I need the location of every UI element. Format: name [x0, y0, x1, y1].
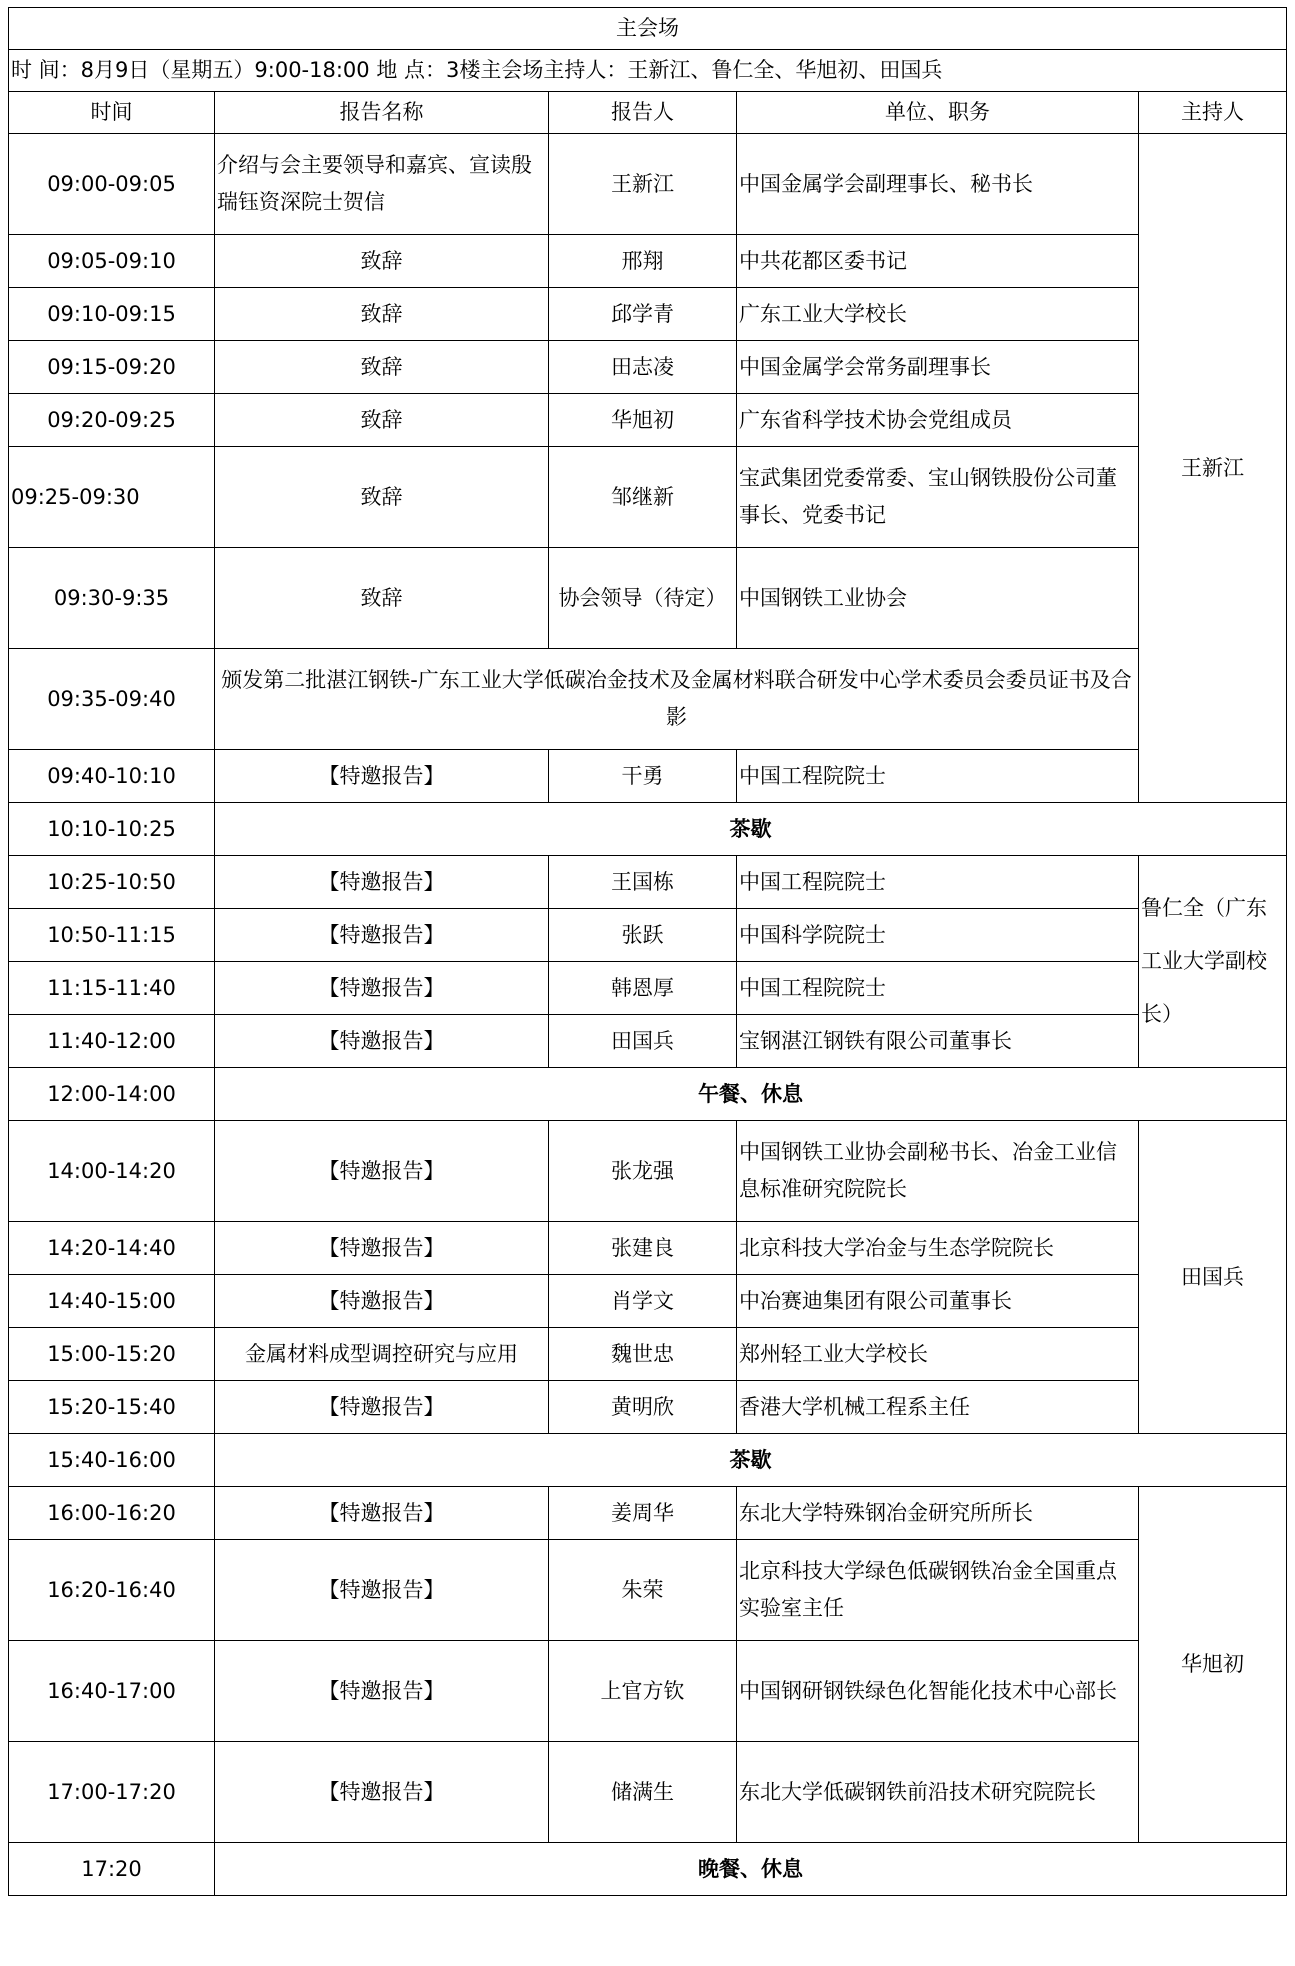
unit-cell: 中国钢研钢铁绿色化智能化技术中心部长 [737, 1641, 1139, 1742]
table-row [9, 1487, 1287, 1540]
topic-cell: 【特邀报告】 [215, 856, 549, 909]
host-cell: 田国兵 [1139, 1121, 1287, 1434]
speaker-cell: 韩恩厚 [549, 962, 737, 1015]
unit-cell: 东北大学特殊钢冶金研究所所长 [737, 1487, 1139, 1540]
time-cell: 16:40-17:00 [9, 1641, 215, 1742]
table-row [9, 1540, 1287, 1641]
time-cell: 10:25-10:50 [9, 856, 215, 909]
host-cell: 华旭初 [1139, 1487, 1287, 1843]
time-cell: 14:40-15:00 [9, 1275, 215, 1328]
unit-cell: 郑州轻工业大学校长 [737, 1328, 1139, 1381]
speaker-cell: 干勇 [549, 750, 737, 803]
table-row [9, 1275, 1287, 1328]
time-cell: 15:20-15:40 [9, 1381, 215, 1434]
time-cell: 12:00-14:00 [9, 1068, 215, 1121]
unit-cell: 香港大学机械工程系主任 [737, 1381, 1139, 1434]
topic-cell: 【特邀报告】 [215, 1487, 549, 1540]
speaker-cell: 肖学文 [549, 1275, 737, 1328]
table-row [9, 1381, 1287, 1434]
unit-cell: 中国金属学会常务副理事长 [737, 341, 1139, 394]
speaker-cell: 朱荣 [549, 1540, 737, 1641]
topic-cell: 【特邀报告】 [215, 1742, 549, 1843]
topic-cell: 致辞 [215, 235, 549, 288]
unit-cell: 广东省科学技术协会党组成员 [737, 394, 1139, 447]
time-cell: 17:20 [9, 1843, 215, 1896]
time-cell: 09:35-09:40 [9, 649, 215, 750]
speaker-cell: 华旭初 [549, 394, 737, 447]
unit-cell: 中共花都区委书记 [737, 235, 1139, 288]
speaker-cell: 王国栋 [549, 856, 737, 909]
speaker-cell: 储满生 [549, 1742, 737, 1843]
speaker-cell: 上官方钦 [549, 1641, 737, 1742]
header-topic: 报告名称 [215, 92, 549, 134]
speaker-cell: 魏世忠 [549, 1328, 737, 1381]
table-row [9, 1328, 1287, 1381]
unit-cell: 中冶赛迪集团有限公司董事长 [737, 1275, 1139, 1328]
topic-cell: 致辞 [215, 447, 549, 548]
unit-cell: 中国钢铁工业协会 [737, 548, 1139, 649]
topic-cell: 致辞 [215, 341, 549, 394]
topic-cell: 【特邀报告】 [215, 1641, 549, 1742]
table-row [9, 1015, 1287, 1068]
speaker-cell: 邱学青 [549, 288, 737, 341]
time-cell: 09:30-9:35 [9, 548, 215, 649]
unit-cell: 中国钢铁工业协会副秘书长、冶金工业信息标准研究院院长 [737, 1121, 1139, 1222]
table-row [9, 394, 1287, 447]
table-row [9, 235, 1287, 288]
speaker-cell: 王新江 [549, 134, 737, 235]
speaker-cell: 邢翔 [549, 235, 737, 288]
time-cell: 15:40-16:00 [9, 1434, 215, 1487]
speaker-cell: 张龙强 [549, 1121, 737, 1222]
time-cell: 09:15-09:20 [9, 341, 215, 394]
ceremony-cell: 颁发第二批湛江钢铁-广东工业大学低碳冶金技术及金属材料联合研发中心学术委员会委员证书及合影 [215, 649, 1139, 750]
session-title: 主会场 [9, 8, 1287, 50]
host-cell: 王新江 [1139, 134, 1287, 803]
topic-cell: 致辞 [215, 548, 549, 649]
table-row [9, 288, 1287, 341]
topic-cell: 【特邀报告】 [215, 909, 549, 962]
unit-cell: 宝武集团党委常委、宝山钢铁股份公司董事长、党委书记 [737, 447, 1139, 548]
topic-cell: 介绍与会主要领导和嘉宾、宣读殷瑞钰资深院士贺信 [215, 134, 549, 235]
table-row [9, 548, 1287, 649]
time-cell: 16:00-16:20 [9, 1487, 215, 1540]
unit-cell: 北京科技大学绿色低碳钢铁冶金全国重点实验室主任 [737, 1540, 1139, 1641]
speaker-cell: 姜周华 [549, 1487, 737, 1540]
table-row [9, 649, 1287, 750]
speaker-cell: 邹继新 [549, 447, 737, 548]
unit-cell: 东北大学低碳钢铁前沿技术研究院院长 [737, 1742, 1139, 1843]
table-row [9, 856, 1287, 909]
time-cell: 09:20-09:25 [9, 394, 215, 447]
header-unit: 单位、职务 [737, 92, 1139, 134]
time-cell: 14:00-14:20 [9, 1121, 215, 1222]
unit-cell: 中国工程院院士 [737, 750, 1139, 803]
table-row [9, 447, 1287, 548]
table-row [9, 1222, 1287, 1275]
table-row [9, 1742, 1287, 1843]
table-row [9, 1121, 1287, 1222]
unit-cell: 宝钢湛江钢铁有限公司董事长 [737, 1015, 1139, 1068]
header-speaker: 报告人 [549, 92, 737, 134]
table-row [9, 803, 1287, 856]
schedule-table [8, 7, 1287, 1896]
time-cell: 14:20-14:40 [9, 1222, 215, 1275]
break-cell: 晚餐、休息 [215, 1843, 1287, 1896]
break-cell: 午餐、休息 [215, 1068, 1287, 1121]
topic-cell: 【特邀报告】 [215, 1222, 549, 1275]
unit-cell: 中国工程院院士 [737, 962, 1139, 1015]
unit-cell: 广东工业大学校长 [737, 288, 1139, 341]
table-row [9, 341, 1287, 394]
table-row [9, 1843, 1287, 1896]
time-cell: 11:40-12:00 [9, 1015, 215, 1068]
table-row [9, 1068, 1287, 1121]
time-cell: 16:20-16:40 [9, 1540, 215, 1641]
host-cell: 鲁仁全（广东工业大学副校长） [1139, 856, 1287, 1068]
time-cell: 15:00-15:20 [9, 1328, 215, 1381]
topic-cell: 【特邀报告】 [215, 1015, 549, 1068]
table-row [9, 1641, 1287, 1742]
topic-cell: 【特邀报告】 [215, 1275, 549, 1328]
break-cell: 茶歇 [215, 803, 1287, 856]
session-info: 时 间：8月9日（星期五）9:00-18:00 地 点：3楼主会场主持人：王新江、鲁仁全、华旭初、田国兵 [9, 50, 1287, 92]
speaker-cell: 田志凌 [549, 341, 737, 394]
time-cell: 11:15-11:40 [9, 962, 215, 1015]
topic-cell: 金属材料成型调控研究与应用 [215, 1328, 549, 1381]
speaker-cell: 黄明欣 [549, 1381, 737, 1434]
topic-cell: 致辞 [215, 394, 549, 447]
topic-cell: 致辞 [215, 288, 549, 341]
topic-cell: 【特邀报告】 [215, 750, 549, 803]
speaker-cell: 协会领导（待定） [549, 548, 737, 649]
topic-cell: 【特邀报告】 [215, 962, 549, 1015]
table-row [9, 134, 1287, 235]
time-cell: 09:40-10:10 [9, 750, 215, 803]
topic-cell: 【特邀报告】 [215, 1540, 549, 1641]
time-cell: 17:00-17:20 [9, 1742, 215, 1843]
speaker-cell: 田国兵 [549, 1015, 737, 1068]
topic-cell: 【特邀报告】 [215, 1121, 549, 1222]
time-cell: 10:50-11:15 [9, 909, 215, 962]
unit-cell: 北京科技大学冶金与生态学院院长 [737, 1222, 1139, 1275]
table-row [9, 1434, 1287, 1487]
table-row [9, 962, 1287, 1015]
time-cell: 09:25-09:30 [9, 447, 215, 548]
header-time: 时间 [9, 92, 215, 134]
time-cell: 10:10-10:25 [9, 803, 215, 856]
speaker-cell: 张跃 [549, 909, 737, 962]
unit-cell: 中国工程院院士 [737, 856, 1139, 909]
speaker-cell: 张建良 [549, 1222, 737, 1275]
header-row [9, 92, 1287, 134]
unit-cell: 中国金属学会副理事长、秘书长 [737, 134, 1139, 235]
table-row [9, 750, 1287, 803]
header-host: 主持人 [1139, 92, 1287, 134]
time-cell: 09:00-09:05 [9, 134, 215, 235]
time-cell: 09:05-09:10 [9, 235, 215, 288]
unit-cell: 中国科学院院士 [737, 909, 1139, 962]
table-row [9, 909, 1287, 962]
time-cell: 09:10-09:15 [9, 288, 215, 341]
topic-cell: 【特邀报告】 [215, 1381, 549, 1434]
break-cell: 茶歇 [215, 1434, 1287, 1487]
